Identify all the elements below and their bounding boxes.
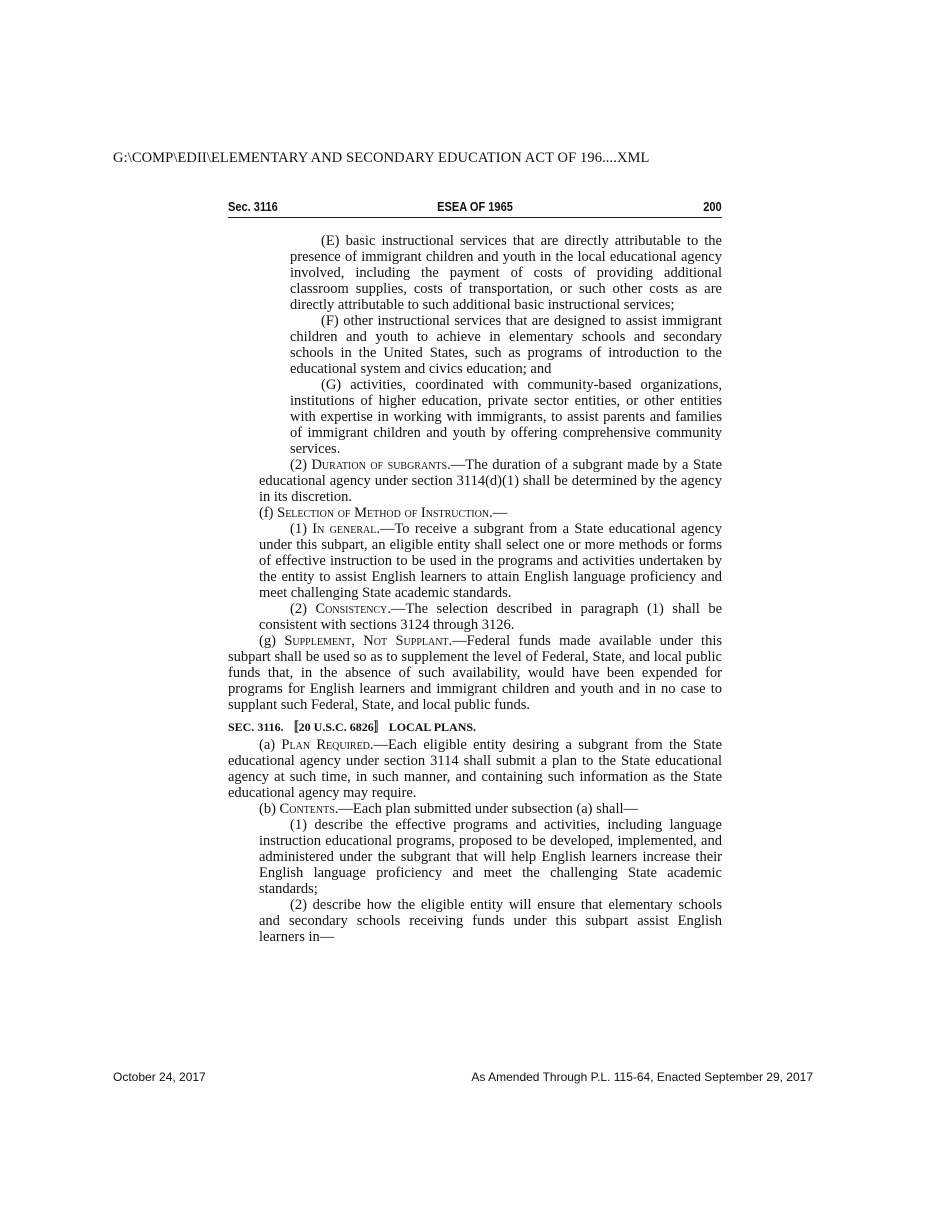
- page-number: 200: [703, 199, 722, 214]
- subsection-b: [228, 801, 722, 817]
- paragraph-text: .—The duration of a subgrant made by a State educational agency under section 3114(d)(1) shall be determined by the agency in its discretion.: [259, 457, 722, 505]
- paragraph-number: (2): [290, 601, 307, 617]
- paragraph-g: (G) activities, coordinated with community-based organizations, institutions of higher education, private sector entities, or other entities with expertise in working with immigrants, to assist parents and families of immigrant children and youth by offering comprehensive community services.: [290, 377, 722, 457]
- file-path: G:\COMP\EDII\ELEMENTARY AND SECONDARY EDUCATION ACT OF 196....XML: [113, 150, 650, 166]
- paragraph-text: .—The selection described in paragraph (1) shall be consistent with sections 3124 through 3126.: [259, 601, 723, 633]
- paragraph-e: (E) basic instructional services that are directly attributable to the presence of immigrant children and youth in the local educational agency involved, including the payment of costs of providing additional classroom supplies, costs of transportation, or such other costs as are directly attributable to such additional basic instructional services;: [290, 233, 722, 313]
- paragraph-duration: [228, 457, 722, 505]
- paragraph-b1: (1) describe the effective programs and activities, including language instruction educational programs, proposed to be developed, implemented, and administered under the subgrant that will help English learners increase their English language proficiency and meet the challenging State academic standards;: [259, 817, 722, 897]
- paragraph-b2: (2) describe how the eligible entity will ensure that elementary schools and secondary schools receiving funds under this subpart assist English learners in—: [259, 897, 722, 945]
- paragraph-number: (2): [290, 457, 307, 473]
- subsection-number: (f): [259, 505, 274, 521]
- running-head: [228, 198, 722, 218]
- subsection-heading: Supplement, Not Supplant: [284, 633, 449, 649]
- document-body: [228, 233, 722, 945]
- paragraph-heading: Consistency: [315, 601, 388, 617]
- section-heading: SEC. 3116. 〚20 U.S.C. 6826〛 LOCAL PLANS.: [228, 720, 477, 734]
- subsection-text: .—Each plan submitted under subsection (a) shall—: [334, 801, 638, 817]
- subsection-f-heading: [228, 505, 722, 521]
- subsection-number: (g): [259, 633, 276, 649]
- subsection-text: .—Federal funds made available under this subpart shall be used so as to supplement the level of Federal, State, and local public funds that, in the absence of such availability, would have been expended for programs for English learners and immigrant children and youth and in no case to supplant such Federal, State, and local public funds.: [228, 633, 722, 713]
- document-title: ESEA OF 1965: [437, 199, 513, 214]
- footer-date: October 24, 2017: [113, 1070, 206, 1084]
- subsection-heading: Contents: [279, 801, 335, 817]
- subsection-number: (a): [259, 737, 276, 753]
- paragraph-number: (1): [290, 521, 307, 537]
- subsection-heading: Plan Required: [281, 737, 370, 753]
- paragraph-consistency: [228, 601, 722, 633]
- paragraph-f: (F) other instructional services that are designed to assist immigrant children and youth to achieve in elementary schools and secondary schools in the United States, such as programs of introduction to the educational system and civics education; and: [290, 313, 722, 377]
- subsection-a: [228, 737, 722, 801]
- footer-amendment-note: As Amended Through P.L. 115-64, Enacted September 29, 2017: [471, 1070, 813, 1084]
- section-number: Sec. 3116: [228, 199, 278, 214]
- paragraph-in-general: [228, 521, 722, 601]
- paragraph-heading: Duration of subgrants: [311, 457, 448, 473]
- paragraph-heading: In general: [312, 521, 377, 537]
- subsection-g: [228, 633, 722, 713]
- paragraph-text: .—To receive a subgrant from a State educational agency under this subpart, an eligible entity shall select one or more methods or forms of effective instruction to be used in the programs and activities undertaken by the entity to assist English learners to attain English language proficiency and meet challenging State academic standards.: [259, 521, 722, 601]
- subsection-dash: .—: [489, 505, 508, 521]
- subsection-number: (b): [259, 801, 276, 817]
- subsection-text: .—Each eligible entity desiring a subgrant from the State educational agency under section 3114 shall submit a plan to the State educational agency at such time, in such manner, and containing such information as the State educational agency may require.: [228, 737, 723, 801]
- subsection-heading: Selection of Method of Instruction: [277, 505, 490, 521]
